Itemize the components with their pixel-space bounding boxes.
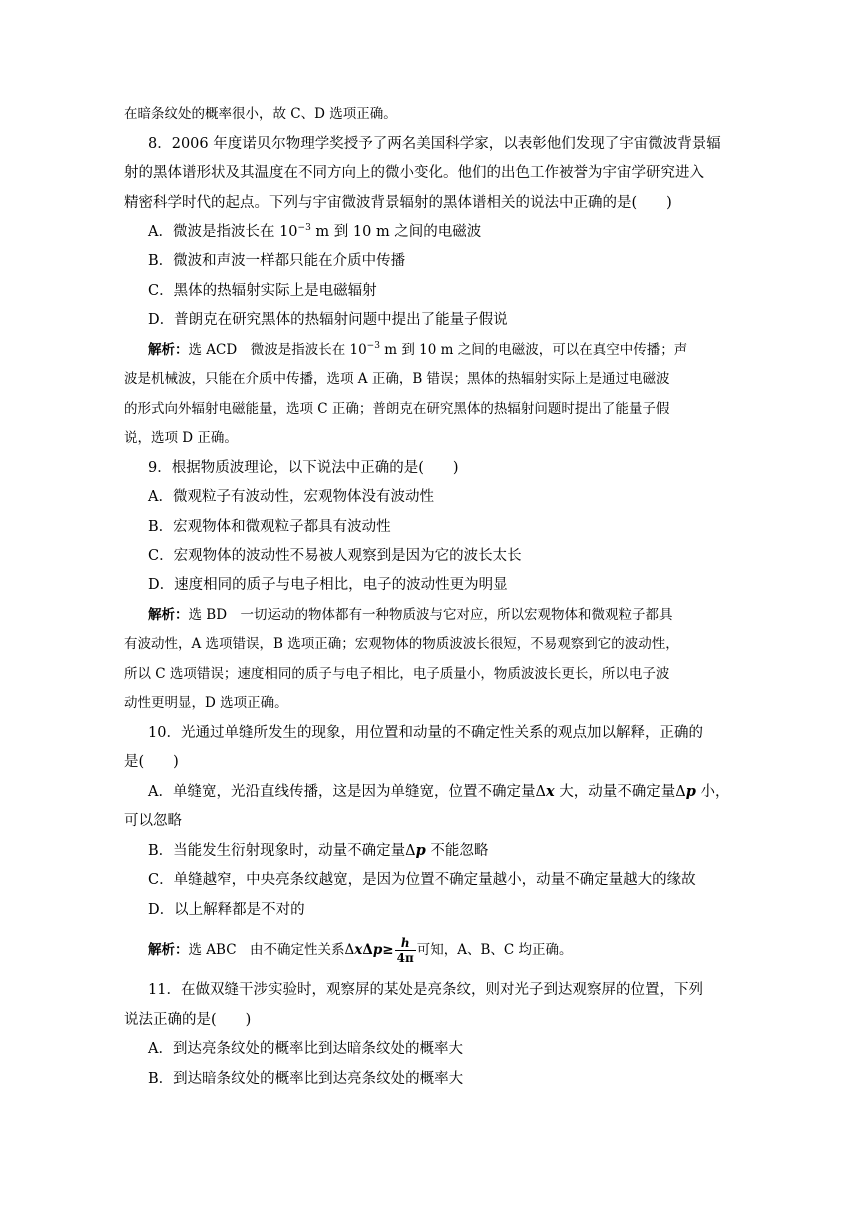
question-8-option-a <box>148 222 744 242</box>
text-run: 说，选项 D 正确。 <box>124 430 238 446</box>
text-run: 可知，A、B、C 均正确。 <box>416 942 573 958</box>
text-run: C．黑体的热辐射实际上是电磁辐射 <box>148 283 377 299</box>
question-8-option-b <box>148 251 744 271</box>
question-8-option-d <box>148 310 744 330</box>
question-10-option-a <box>148 782 744 802</box>
text-run: 不能忽略 <box>425 843 489 859</box>
text-run: 选 ABC 由不确定性关系Δ <box>188 942 355 958</box>
text-run: 9．根据物质波理论，以下说法中正确的是( ) <box>148 460 459 476</box>
text-run: A．微观粒子有波动性，宏观物体没有波动性 <box>148 489 434 505</box>
question-9-stem <box>148 458 744 478</box>
text-run: 是( ) <box>124 754 179 770</box>
text-run: A．微波是指波长在 10 <box>148 224 298 240</box>
question-8-option-c <box>148 281 744 301</box>
text-run: m 到 10 m 之间的电磁波 <box>310 224 482 240</box>
text-run: 8．2006 年度诺贝尔物理学奖授予了两名美国科学家，以表彰他们发现了宇宙微波背景辐 <box>148 136 721 152</box>
exponent: −3 <box>366 341 380 351</box>
text-run: B．宏观物体和微观粒子都具有波动性 <box>148 519 391 535</box>
text-run: 波是机械波，只能在介质中传播，选项 A 正确，B 错误；黑体的热辐射实际上是通过电磁波 <box>124 371 670 387</box>
solution-9 <box>124 664 744 684</box>
text-run: 动性更明显，D 选项正确。 <box>124 695 288 711</box>
fraction-numerator: h <box>395 936 416 951</box>
question-8-stem <box>124 163 744 183</box>
math-variable: p <box>372 942 383 958</box>
text-run: D．速度相同的质子与电子相比，电子的波动性更为明显 <box>148 577 508 593</box>
text-run: 所以 C 选项错误；速度相同的质子与电子相比，电子质量小，物质波波长更长，所以电子波 <box>124 666 670 682</box>
text-run: A．到达亮条纹处的概率比到达暗条纹处的概率大 <box>148 1041 463 1057</box>
solution-label: 解析： <box>148 942 189 958</box>
question-10-stem <box>148 723 744 743</box>
text-run: A．单缝宽，光沿直线传播，这是因为单缝宽，位置不确定量Δ <box>148 784 546 800</box>
math-variable: x <box>545 783 555 800</box>
text-run: C．宏观物体的波动性不易被人观察到是因为它的波长太长 <box>148 548 522 564</box>
question-11-stem <box>148 980 744 1000</box>
solution-8 <box>148 340 744 360</box>
solution-9 <box>148 605 744 625</box>
text-run: 大，动量不确定量Δ <box>554 784 686 800</box>
text-run: m 到 10 m 之间的电磁波，可以在真空中传播；声 <box>379 342 688 358</box>
math-variable: p <box>415 842 426 859</box>
question-10-stem <box>124 752 744 772</box>
question-8-stem <box>148 134 744 154</box>
text-run: 可以忽略 <box>124 813 182 829</box>
solution-label: 解析： <box>148 607 189 623</box>
question-9-option-d <box>148 575 744 595</box>
question-9-option-a <box>148 487 744 507</box>
solution-label: 解析： <box>148 342 189 358</box>
solution-7-tail <box>124 104 744 124</box>
solution-9 <box>124 693 744 713</box>
question-8-stem <box>124 193 744 213</box>
text-run: B．微波和声波一样都只能在介质中传播 <box>148 253 406 269</box>
text-run: 的形式向外辐射电磁能量，选项 C 正确；普朗克在研究黑体的热辐射问题时提出了能量子假 <box>124 401 670 417</box>
text-run: 说法正确的是( ) <box>124 1012 252 1028</box>
solution-10 <box>148 932 744 968</box>
question-10-option-a <box>124 811 744 831</box>
text-run: B．到达暗条纹处的概率比到达亮条纹处的概率大 <box>148 1071 464 1087</box>
question-10-option-c <box>148 870 744 890</box>
question-9-option-c <box>148 546 744 566</box>
math-variable: x <box>354 942 363 958</box>
text-run: 选 ACD 微波是指波长在 10 <box>188 342 367 358</box>
solution-8 <box>124 369 744 389</box>
text-run: ≥ <box>382 942 394 958</box>
question-11-stem <box>124 1010 744 1030</box>
text-run: D．普朗克在研究黑体的热辐射问题中提出了能量子假说 <box>148 312 508 328</box>
question-10-option-d <box>148 900 744 920</box>
question-10-option-b <box>148 841 744 861</box>
text-run: 射的黑体谱形状及其温度在不同方向上的微小变化。他们的出色工作被誉为宇宙学研究进入 <box>124 165 704 181</box>
text-run: D．以上解释都是不对的 <box>148 902 305 918</box>
question-9-option-b <box>148 517 744 537</box>
solution-9 <box>124 634 744 654</box>
math-variable: p <box>685 783 696 800</box>
solution-8 <box>124 399 744 419</box>
solution-8 <box>124 428 744 448</box>
text-run: 有波动性，A 选项错误，B 选项正确；宏观物体的物质波波长很短，不易观察到它的波动性， <box>124 636 679 652</box>
text-run: 在暗条纹处的概率很小，故 C、D 选项正确。 <box>124 106 397 122</box>
fraction-denominator: 4π <box>396 951 414 965</box>
text-run: B．当能发生衍射现象时，动量不确定量Δ <box>148 843 416 859</box>
text-run: 10．光通过单缝所发生的现象，用位置和动量的不确定性关系的观点加以解释，正确的 <box>148 725 703 741</box>
text-run: 小， <box>695 784 730 800</box>
text-run: C．单缝越窄，中央亮条纹越宽，是因为位置不确定量越小，动量不确定量越大的缘故 <box>148 872 696 888</box>
question-11-option-a <box>148 1039 744 1059</box>
text-run: 选 BD 一切运动的物体都有一种物质波与它对应，所以宏观物体和微观粒子都具 <box>188 607 673 623</box>
question-11-option-b <box>148 1069 744 1089</box>
exponent: −3 <box>297 223 311 233</box>
text-run: Δ <box>362 942 373 958</box>
text-run: 精密科学时代的起点。下列与宇宙微波背景辐射的黑体谱相关的说法中正确的是( ) <box>124 195 672 211</box>
text-run: 11．在做双缝干涉实验时，观察屏的某处是亮条纹，则对光子到达观察屏的位置，下列 <box>148 982 703 998</box>
fraction-h-over-4pi <box>395 936 416 965</box>
